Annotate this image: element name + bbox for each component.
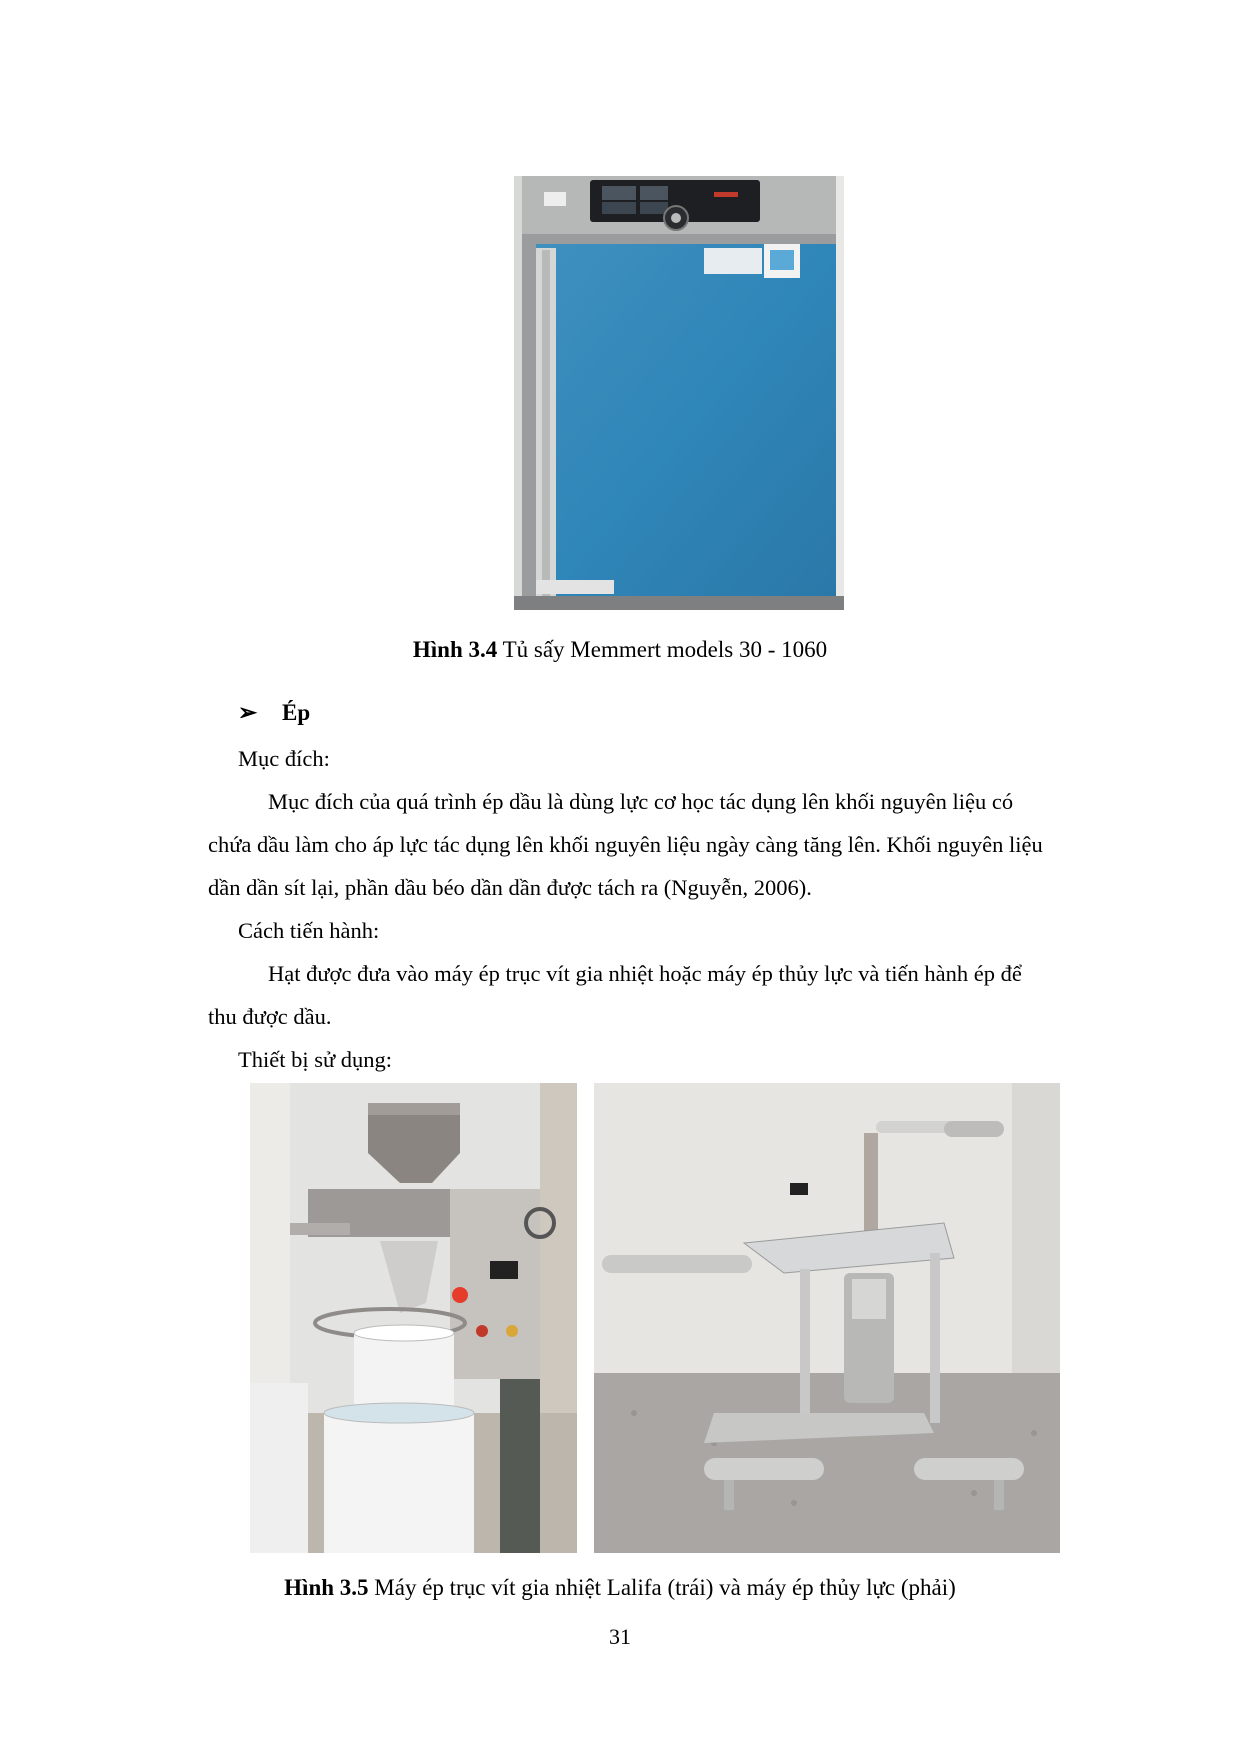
figure-caption-3-4 (0, 637, 1240, 663)
figure-label: Hình 3.4 (412, 637, 498, 662)
oven-photo (514, 176, 844, 610)
screw-press-photo (250, 1083, 577, 1553)
procedure-paragraph-line-1: Hạt được đưa vào máy ép trục vít gia nhiệt hoặc máy ép thủy lực và tiến hành ép để (268, 961, 1022, 986)
hydraulic-press-photo (594, 1083, 1060, 1553)
section-title: Ép (282, 700, 311, 725)
procedure-paragraph-line-2: thu được dầu. (208, 1004, 332, 1029)
section-heading (238, 700, 310, 726)
figure-caption-text: Tủ sấy Memmert models 30 - 1060 (497, 637, 828, 662)
equipment-heading: Thiết bị sử dụng: (238, 1047, 393, 1072)
arrow-bullet-icon: ➢ (238, 700, 258, 725)
figure-caption-text: Máy ép trục vít gia nhiệt Lalifa (trái) và máy ép thủy lực (phải) (368, 1575, 956, 1600)
procedure-heading: Cách tiến hành: (238, 918, 380, 943)
purpose-heading: Mục đích: (238, 746, 330, 771)
purpose-paragraph-line-3: dần dần sít lại, phần dầu béo dần dần được tách ra (Nguyễn, 2006). (208, 875, 812, 900)
page-number: 31 (609, 1624, 631, 1649)
figure-label: Hình 3.5 (284, 1575, 369, 1600)
purpose-paragraph-line-2: chứa dầu làm cho áp lực tác dụng lên khối nguyên liệu ngày càng tăng lên. Khối nguyên liệu (208, 832, 1043, 857)
purpose-paragraph-line-1: Mục đích của quá trình ép dầu là dùng lực cơ học tác dụng lên khối nguyên liệu có (268, 789, 1014, 814)
figure-caption-3-5 (0, 1575, 1240, 1601)
